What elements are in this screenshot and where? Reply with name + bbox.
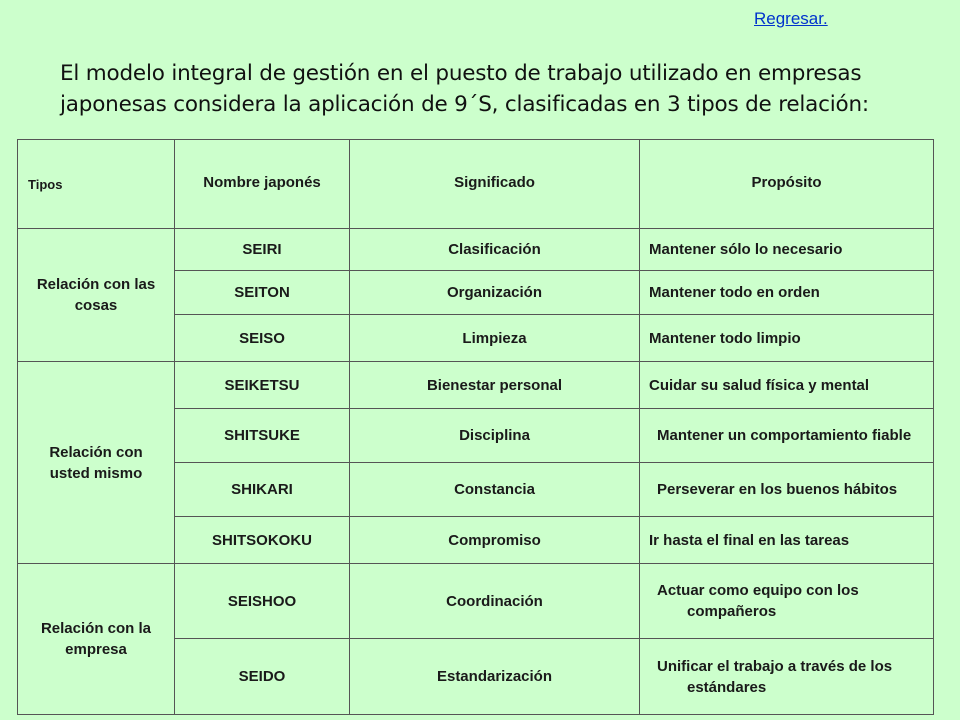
cell-nombre: SEIKETSU — [175, 362, 350, 409]
cell-proposito: Actuar como equipo con los compañeros — [640, 564, 934, 639]
cell-significado: Estandarización — [350, 639, 640, 715]
cell-proposito: Perseverar en los buenos hábitos — [640, 463, 934, 517]
cell-nombre: SEISO — [175, 315, 350, 362]
cell-nombre: SEITON — [175, 271, 350, 315]
cell-significado: Coordinación — [350, 564, 640, 639]
cell-significado: Constancia — [350, 463, 640, 517]
back-link[interactable]: Regresar. — [754, 9, 828, 28]
cell-significado: Compromiso — [350, 517, 640, 564]
cell-proposito: Mantener todo en orden — [640, 271, 934, 315]
cell-nombre: SEIRI — [175, 229, 350, 271]
cell-proposito: Cuidar su salud física y mental — [640, 362, 934, 409]
cell-proposito: Mantener todo limpio — [640, 315, 934, 362]
cell-proposito: Mantener sólo lo necesario — [640, 229, 934, 271]
group-label: Relación con usted mismo — [18, 362, 175, 564]
header-proposito: Propósito — [640, 140, 934, 229]
cell-significado: Clasificación — [350, 229, 640, 271]
table-row — [18, 362, 934, 409]
cell-significado: Disciplina — [350, 409, 640, 463]
cell-proposito: Unificar el trabajo a través de los estándares — [640, 639, 934, 715]
cell-significado: Limpieza — [350, 315, 640, 362]
cell-significado: Bienestar personal — [350, 362, 640, 409]
nine-s-table — [17, 139, 934, 715]
cell-nombre: SHITSUKE — [175, 409, 350, 463]
cell-nombre: SEISHOO — [175, 564, 350, 639]
header-significado: Significado — [350, 140, 640, 229]
cell-significado: Organización — [350, 271, 640, 315]
group-label: Relación con las cosas — [18, 229, 175, 362]
intro-paragraph: El modelo integral de gestión en el puesto de trabajo utilizado en empresas japonesas considera la aplicación de 9´S, clasificadas en 3 tipos de relación: — [60, 61, 869, 117]
cell-proposito: Mantener un comportamiento fiable — [640, 409, 934, 463]
cell-nombre: SHIKARI — [175, 463, 350, 517]
table-row — [18, 229, 934, 271]
cell-proposito: Ir hasta el final en las tareas — [640, 517, 934, 564]
header-tipos: Tipos — [18, 140, 175, 229]
table-row — [18, 564, 934, 639]
header-row — [18, 140, 934, 229]
group-label: Relación con la empresa — [18, 564, 175, 715]
cell-nombre: SHITSOKOKU — [175, 517, 350, 564]
cell-nombre: SEIDO — [175, 639, 350, 715]
header-nombre: Nombre japonés — [175, 140, 350, 229]
